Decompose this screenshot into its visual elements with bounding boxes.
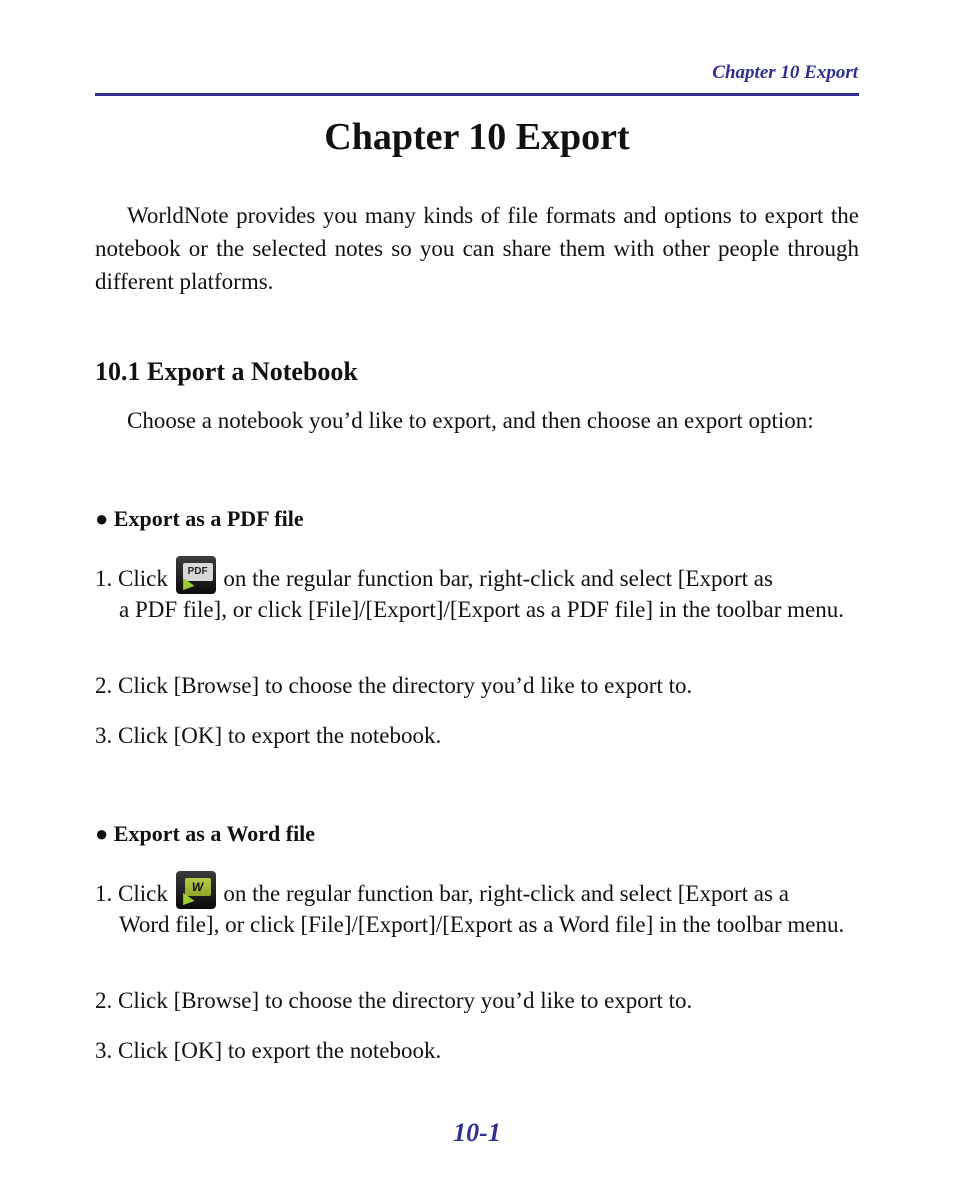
word-step-1-post: on the regular function bar, right-click and select [Export as a xyxy=(223,881,789,906)
pdf-icon-label: PDF xyxy=(183,563,213,581)
pdf-step-2: 2. Click [Browse] to choose the directory you’d like to export to. xyxy=(95,673,693,698)
chapter-intro: WorldNote provides you many kinds of file formats and options to export the notebook or the selected notes so you can share them with other people through different platforms. xyxy=(95,203,859,294)
word-step-1 xyxy=(95,871,859,940)
word-step-1-pre: 1. Click xyxy=(95,881,168,906)
section-heading: 10.1 Export a Notebook xyxy=(95,357,358,386)
pdf-step-3: 3. Click [OK] to export the notebook. xyxy=(95,723,442,748)
word-export-heading: ● Export as a Word file xyxy=(95,821,316,846)
running-header: Chapter 10 Export xyxy=(712,62,858,83)
page-number: 10-1 xyxy=(453,1118,501,1147)
word-step-2: 2. Click [Browse] to choose the directory you’d like to export to. xyxy=(95,988,693,1013)
chapter-title: Chapter 10 Export xyxy=(324,116,630,158)
pdf-step-1-post: on the regular function bar, right-click and select [Export as xyxy=(223,566,773,591)
word-export-icon xyxy=(176,871,216,909)
word-icon-label: W xyxy=(185,878,211,896)
pdf-step-1-cont: a PDF file], or click [File]/[Export]/[Export as a PDF file] in the toolbar menu. xyxy=(119,597,844,622)
pdf-step-1-pre: 1. Click xyxy=(95,566,168,591)
pdf-step-1 xyxy=(95,556,859,625)
word-step-3: 3. Click [OK] to export the notebook. xyxy=(95,1038,442,1063)
word-step-1-cont: Word file], or click [File]/[Export]/[Export as a Word file] in the toolbar menu. xyxy=(119,912,845,937)
header-rule xyxy=(95,93,859,96)
pdf-export-heading: ● Export as a PDF file xyxy=(95,506,304,531)
pdf-export-icon xyxy=(176,556,216,594)
section-intro: Choose a notebook you’d like to export, and then choose an export option: xyxy=(127,408,814,433)
